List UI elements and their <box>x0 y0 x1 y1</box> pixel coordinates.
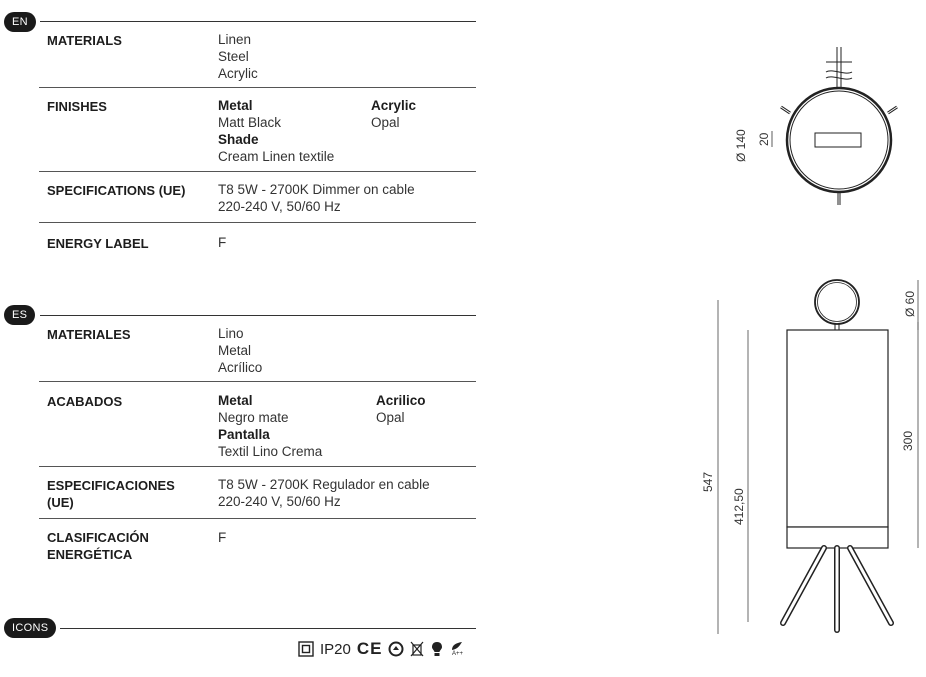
top-view-diameter: Ø 140 <box>734 129 748 162</box>
en-energy-row <box>39 223 476 263</box>
side-view-ring-diameter: Ø 60 <box>903 290 917 317</box>
en-finishes-label: FINISHES <box>47 99 107 114</box>
side-view-total-height: 547 <box>701 471 715 492</box>
es-material-item: Metal <box>218 343 252 358</box>
side-view-body-height: 412,50 <box>732 488 746 525</box>
en-finishes-values <box>218 97 334 165</box>
es-energy-label <box>47 529 149 563</box>
es-energy-value: F <box>218 530 227 545</box>
es-language-tag: ES <box>4 305 35 325</box>
en-materials-row <box>39 22 476 88</box>
en-language-tag: EN <box>4 12 36 32</box>
en-finish-acrylic-title: Acrylic <box>371 98 417 113</box>
icons-header-rule <box>60 628 476 629</box>
es-finish-shade-title: Pantalla <box>218 427 270 442</box>
recycle-icon <box>388 641 404 657</box>
es-spec-label-line: (UE) <box>47 495 74 510</box>
es-energy-label-line: ENERGÉTICA <box>47 547 133 562</box>
en-material-item: Linen <box>218 32 252 47</box>
energy-class-text: A++ <box>451 651 463 657</box>
en-spec-line: 220-240 V, 50/60 Hz <box>218 199 341 214</box>
es-specifications-row <box>39 467 476 519</box>
es-finishes-values <box>218 392 322 460</box>
weee-bin-icon <box>410 641 424 657</box>
es-energy-row <box>39 519 476 569</box>
en-specifications-row <box>39 172 476 223</box>
icons-tag: ICONS <box>4 618 56 638</box>
en-finish-shade-title: Shade <box>218 132 259 147</box>
en-finish-acrylic-value: Opal <box>371 115 400 130</box>
es-finishes-row <box>39 382 476 467</box>
class-ii-icon <box>298 641 314 657</box>
es-finish-shade-value: Textil Lino Crema <box>218 444 323 459</box>
en-section-header <box>4 11 36 33</box>
es-spec-line: T8 5W - 2700K Regulador en cable <box>218 477 430 492</box>
ip20-text: IP20 <box>320 640 351 658</box>
side-view-dimensions <box>718 280 918 634</box>
led-bulb-icon <box>430 641 444 657</box>
en-energy-value: F <box>218 235 227 250</box>
ce-mark-icon: CE <box>356 639 383 658</box>
side-view-shade-height: 300 <box>901 430 915 451</box>
es-materials-values <box>218 325 262 376</box>
en-specifications-values <box>218 181 415 215</box>
es-material-item: Lino <box>218 326 244 341</box>
es-section-header <box>4 304 35 326</box>
es-materials-row <box>39 316 476 382</box>
en-spec-line: T8 5W - 2700K Dimmer on cable <box>218 182 415 197</box>
es-spec-label-line: ESPECIFICACIONES <box>47 478 175 493</box>
en-materials-label: MATERIALS <box>47 33 122 48</box>
icons-section-header <box>4 617 56 639</box>
es-finish-metal-value: Negro mate <box>218 410 289 425</box>
en-finish-metal-value: Matt Black <box>218 115 282 130</box>
en-specifications-label: SPECIFICATIONS (UE) <box>47 183 186 198</box>
en-energy-label: ENERGY LABEL <box>47 236 149 251</box>
en-material-item: Acrylic <box>218 66 258 81</box>
es-spec-line: 220-240 V, 50/60 Hz <box>218 494 341 509</box>
es-finish-metal-title: Metal <box>218 393 253 408</box>
top-view-drawing <box>781 47 897 205</box>
en-finishes-row <box>39 88 476 172</box>
es-specifications-label <box>47 477 175 511</box>
es-finish-acrylic-value: Opal <box>376 410 405 425</box>
es-finishes-label: ACABADOS <box>47 394 123 409</box>
certification-icons <box>298 639 464 659</box>
en-finish-shade-value: Cream Linen textile <box>218 149 335 164</box>
energy-class-icon <box>450 641 464 657</box>
en-finish-metal-title: Metal <box>218 98 253 113</box>
es-energy-label-line: CLASIFICACIÓN <box>47 530 149 545</box>
es-finish-acrylic-title: Acrilico <box>376 393 426 408</box>
es-materials-label: MATERIALES <box>47 327 131 342</box>
en-materials-values <box>218 31 258 82</box>
top-view-depth: 20 <box>757 132 771 146</box>
en-material-item: Steel <box>218 49 249 64</box>
es-material-item: Acrílico <box>218 360 263 375</box>
es-finishes-acrylic <box>376 392 426 426</box>
side-view-drawing <box>783 280 891 630</box>
es-specifications-values <box>218 476 430 510</box>
en-finishes-acrylic <box>371 97 416 131</box>
